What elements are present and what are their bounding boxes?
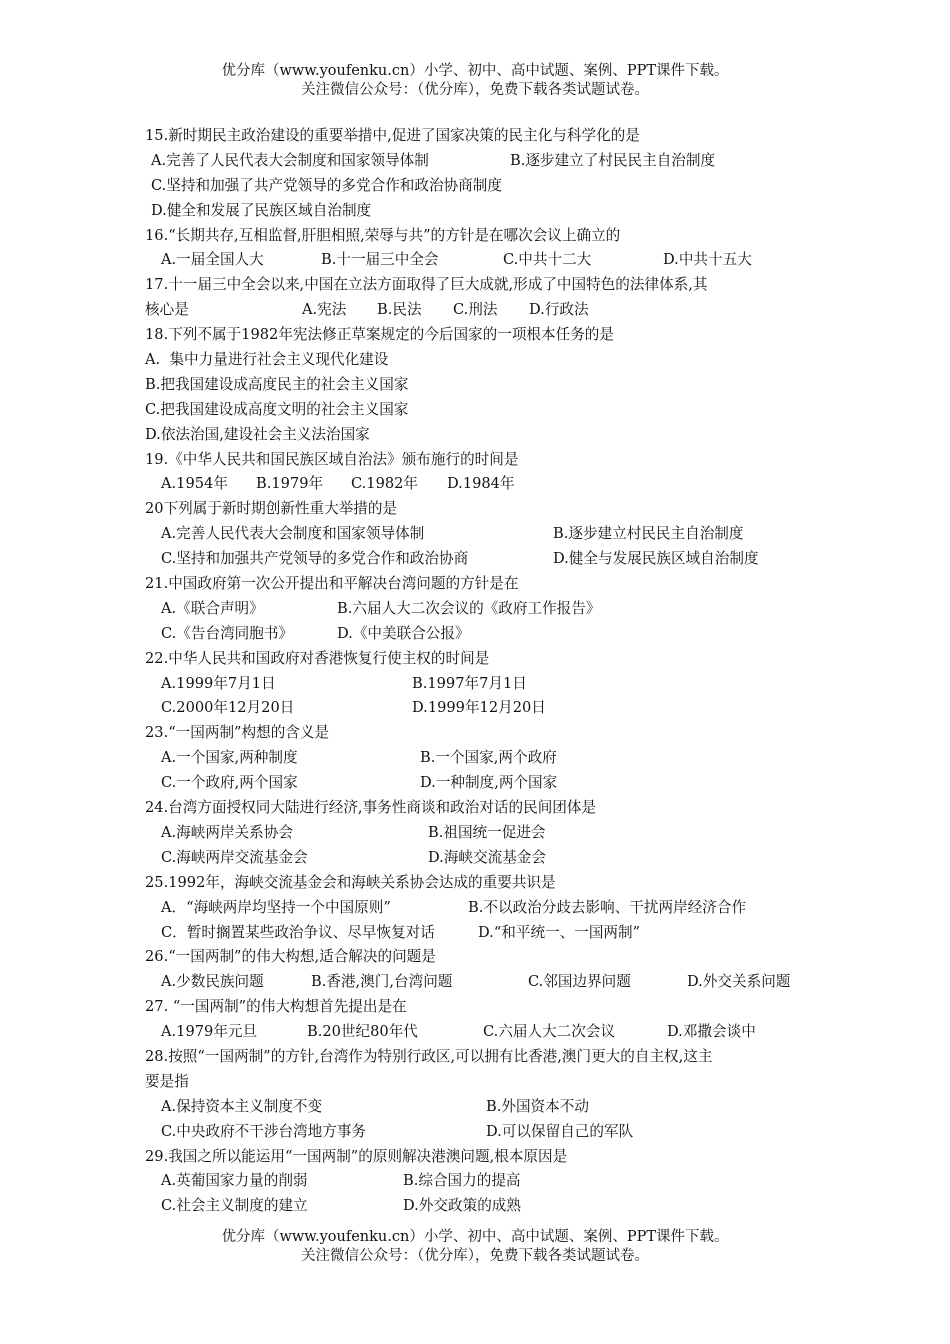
option-d: D.一种制度,两个国家 [420, 774, 558, 792]
option-c: C.1982年 [351, 475, 419, 493]
question-list [145, 124, 835, 1219]
question-17-stem-1: 17.十一届三中全会以来,中国在立法方面取得了巨大成就,形成了中国特色的法律体系,其 [145, 276, 708, 294]
question-25-stem: 25.1992年，海峡交流基金会和海峡关系协会达成的重要共识是 [145, 873, 556, 891]
option-a: A.1979年元旦 [161, 1023, 258, 1041]
question-28-options-row1 [145, 1095, 835, 1120]
option-d: D.1984年 [447, 475, 515, 493]
question-15-stem: 15.新时期民主政治建设的重要举措中,促进了国家决策的民主化与科学化的是 [145, 127, 640, 144]
option-c: C.海峡两岸交流基金会 [161, 848, 308, 866]
question-27-options [145, 1020, 835, 1045]
question-23-stem: 23.“一国两制”构想的含义是 [145, 724, 330, 742]
option-c: C.六届人大二次会议 [483, 1023, 616, 1041]
question-20-stem: 20下列属于新时期创新性重大举措的是 [145, 500, 398, 518]
option-a: A.少数民族问题 [161, 973, 264, 991]
option-b: B.香港,澳门,台湾问题 [311, 973, 453, 991]
question-26-options [145, 970, 835, 995]
question-23-options-row2 [145, 771, 835, 796]
option-a: A.1999年7月1日 [161, 674, 276, 692]
question-19-stem: 19.《中华人民共和国民族区域自治法》颁布施行的时间是 [145, 450, 519, 468]
option-b: B.把我国建设成高度民主的社会主义国家 [145, 375, 409, 393]
option-c: C.把我国建设成高度文明的社会主义国家 [145, 400, 409, 418]
question-24-options-row1 [145, 821, 835, 846]
question-28-stem-2: 要是指 [145, 1072, 189, 1090]
option-a: A. 集中力量进行社会主义现代化建设 [145, 351, 389, 369]
question-26-stem: 26.“一国两制”的伟大构想,适合解决的问题是 [145, 948, 436, 966]
option-a: A.1954年 [161, 475, 228, 493]
question-18-stem: 18.下列不属于1982年宪法修正草案规定的今后国家的一项根本任务的是 [145, 326, 614, 344]
option-c: C．暂时搁置某些政治争议、尽早恢复对话 [161, 923, 435, 941]
question-22-options-row1 [145, 672, 835, 697]
option-a: A.《联合声明》 [161, 599, 264, 617]
option-a: A.保持资本主义制度不变 [161, 1097, 323, 1115]
question-21-options-row2 [145, 622, 835, 647]
option-b: B.十一届三中全会 [321, 251, 439, 269]
page-header [0, 62, 950, 100]
option-d: D.健全与发展民族区域自治制度 [553, 550, 759, 568]
question-21-options-row1 [145, 597, 835, 622]
question-25-options-row1 [145, 896, 835, 921]
question-16-options [145, 248, 835, 273]
question-15-options-row1 [145, 149, 835, 174]
question-28-stem-1: 28.按照“一国两制”的方针,台湾作为特别行政区,可以拥有比香港,澳门更大的自主权,这主 [145, 1047, 713, 1065]
option-d: D.外交关系问题 [687, 973, 791, 991]
header-line-2: 关注微信公众号：（优分库），免费下载各类试题试卷。 [301, 82, 649, 98]
option-b: B.1979年 [256, 475, 324, 493]
option-d: D.外交政策的成熟 [403, 1197, 521, 1215]
question-20-options-row2 [145, 547, 835, 572]
option-c: C.社会主义制度的建立 [161, 1197, 308, 1215]
option-b: B.外国资本不动 [486, 1097, 589, 1115]
page-footer [0, 1228, 950, 1266]
question-17-stem-2-options [145, 298, 835, 323]
option-d: D.依法治国,建设社会主义法治国家 [145, 425, 370, 443]
footer-line-2: 关注微信公众号：（优分库），免费下载各类试题试卷。 [301, 1248, 649, 1264]
option-a: A.英葡国家力量的削弱 [161, 1172, 308, 1190]
option-a: A．“海峡两岸均坚持一个中国原则” [161, 898, 391, 916]
question-19-options [145, 472, 835, 497]
option-c: C.中央政府不干涉台湾地方事务 [161, 1122, 367, 1140]
option-c: C.刑法 [453, 301, 498, 319]
option-d: D.海峡交流基金会 [428, 848, 546, 866]
option-b: B.不以政治分歧去影响、干扰两岸经济合作 [468, 898, 747, 916]
option-d: D.邓撒会谈中 [667, 1023, 756, 1041]
option-b: B.民法 [377, 301, 422, 319]
option-b: B.综合国力的提高 [403, 1172, 521, 1190]
option-b: B.祖国统一促进会 [428, 823, 546, 841]
option-b: B.一个国家,两个政府 [420, 749, 557, 767]
option-b: B.逐步建立了村民民主自治制度 [510, 151, 716, 169]
option-c: C.坚持和加强了共产党领导的多党合作和政治协商制度 [151, 176, 502, 194]
option-a: A.宪法 [302, 301, 347, 319]
question-23-options-row1 [145, 746, 835, 771]
question-20-options-row1 [145, 522, 835, 547]
option-d: D.《中美联合公报》 [337, 624, 470, 642]
option-c: C.坚持和加强共产党领导的多党合作和政治协商 [161, 550, 469, 568]
question-24-options-row2 [145, 846, 835, 871]
question-22-options-row2 [145, 696, 835, 721]
option-b: B.1997年7月1日 [412, 674, 527, 692]
question-15-options-row2 [145, 174, 835, 199]
option-c: C.邻国边界问题 [528, 973, 631, 991]
question-17-stem-2: 核心是 [145, 301, 189, 319]
question-24-stem: 24.台湾方面授权同大陆进行经济,事务性商谈和政治对话的民间团体是 [145, 799, 597, 817]
option-a: A.一个国家,两种制度 [161, 749, 298, 767]
option-a: A.一届全国人大 [161, 251, 264, 269]
question-25-options-row2 [145, 921, 835, 946]
option-b: B.逐步建立村民民主自治制度 [553, 525, 744, 543]
option-a: A.海峡两岸关系协会 [161, 823, 293, 841]
option-c: C.《告台湾同胞书》 [161, 624, 294, 642]
question-28-options-row2 [145, 1120, 835, 1145]
question-29-stem: 29.我国之所以能运用“一国两制”的原则解决港澳问题,根本原因是 [145, 1147, 568, 1165]
header-line-1: 优分库（www.youfenku.cn）小学、初中、高中试题、案例、PPT课件下载。 [221, 63, 729, 79]
footer-line-1: 优分库（www.youfenku.cn）小学、初中、高中试题、案例、PPT课件下载。 [221, 1229, 729, 1245]
option-a: A.完善人民代表大会制度和国家领导体制 [161, 525, 425, 543]
option-d: D.中共十五大 [663, 251, 752, 269]
option-a: A.完善了人民代表大会制度和国家领导体制 [151, 151, 429, 169]
option-d: D.健全和发展了民族区域自治制度 [151, 201, 372, 219]
option-c: C.一个政府,两个国家 [161, 774, 298, 792]
question-29-options-row1 [145, 1169, 835, 1194]
question-22-stem: 22.中华人民共和国政府对香港恢复行使主权的时间是 [145, 649, 490, 667]
question-27-stem: 27. “一国两制”的伟大构想首先提出是在 [145, 998, 407, 1016]
option-b: B.六届人大二次会议的《政府工作报告》 [337, 599, 601, 617]
option-d: D.“和平统一、一国两制” [478, 923, 641, 941]
question-16-stem: 16.“长期共存,互相监督,肝胆相照,荣辱与共”的方针是在哪次会议上确立的 [145, 226, 621, 244]
option-d: D.1999年12月20日 [412, 699, 546, 717]
option-b: B.20世纪80年代 [307, 1023, 418, 1041]
question-29-options-row2 [145, 1194, 835, 1219]
question-15-options-row3 [145, 199, 835, 224]
option-c: C.2000年12月20日 [161, 699, 295, 717]
option-d: D.行政法 [529, 301, 589, 319]
option-c: C.中共十二大 [503, 251, 592, 269]
option-d: D.可以保留自己的军队 [486, 1122, 634, 1140]
question-21-stem: 21.中国政府第一次公开提出和平解决台湾问题的方针是在 [145, 575, 519, 593]
